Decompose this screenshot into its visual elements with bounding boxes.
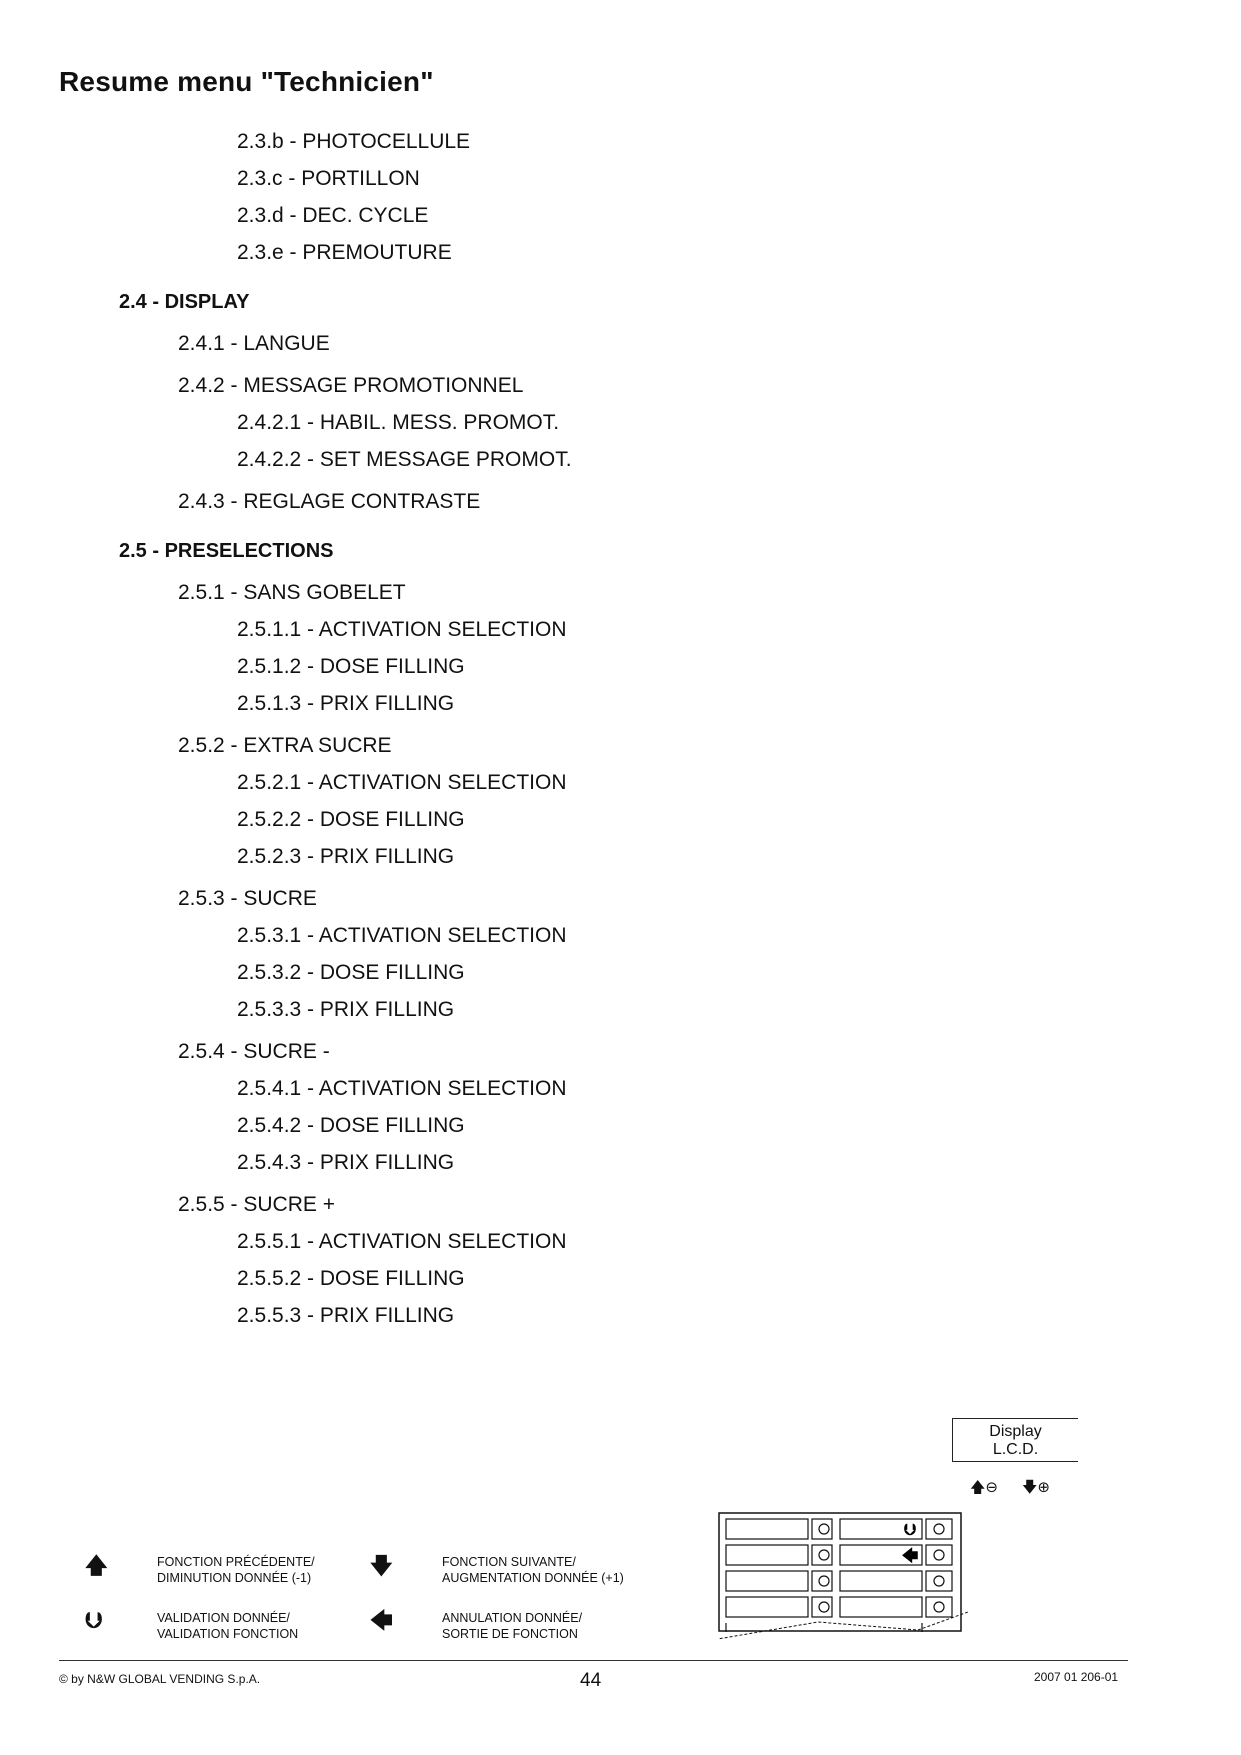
menu-item: 2.5.5 - SUCRE + xyxy=(178,1193,335,1216)
key-led-icon xyxy=(934,1550,944,1560)
enter-arrow-icon: ⮋ xyxy=(903,1520,917,1539)
menu-item: 2.4.3 - REGLAGE CONTRASTE xyxy=(178,490,481,513)
key-led-icon xyxy=(934,1602,944,1612)
menu-item: 2.4.1 - LANGUE xyxy=(178,332,330,355)
key-led-icon xyxy=(934,1576,944,1586)
menu-item: 2.3.d - DEC. CYCLE xyxy=(237,204,429,227)
menu-item: 2.5.1 - SANS GOBELET xyxy=(178,581,406,604)
key-led-icon xyxy=(819,1576,829,1586)
footer-doc-code: 2007 01 206-01 xyxy=(1034,1670,1119,1684)
menu-item: 2.5.1.1 - ACTIVATION SELECTION xyxy=(237,618,567,641)
menu-item: 2.5.2.2 - DOSE FILLING xyxy=(237,808,465,831)
menu-item: 2.5.4 - SUCRE - xyxy=(178,1040,330,1063)
page-title: Resume menu "Technicien" xyxy=(59,66,434,97)
menu-item: 2.5.3.1 - ACTIVATION SELECTION xyxy=(237,924,567,947)
menu-item: 2.5.3.2 - DOSE FILLING xyxy=(237,961,465,984)
footer-copyright: © by N&W GLOBAL VENDING S.p.A. xyxy=(59,1672,261,1686)
keypad-key xyxy=(926,1597,952,1617)
menu-item: 2.5.4.2 - DOSE FILLING xyxy=(237,1114,465,1137)
legend-previous-function: FONCTION PRÉCÉDENTE/ DIMINUTION DONNÉE (-1) xyxy=(157,1555,315,1585)
key-led-icon xyxy=(819,1524,829,1534)
keypad-key xyxy=(926,1545,952,1565)
menu-section-heading: 2.5 - PRESELECTIONS xyxy=(119,540,334,562)
menu-item: 2.5.4.3 - PRIX FILLING xyxy=(237,1151,455,1174)
keypad-key xyxy=(726,1545,808,1565)
menu-item: 2.4.2 - MESSAGE PROMOTIONNEL xyxy=(178,374,524,397)
plus-icon: ⊕ xyxy=(1037,1479,1050,1496)
keypad-key xyxy=(726,1519,808,1539)
keypad-key xyxy=(926,1571,952,1591)
menu-item: 2.5.2.3 - PRIX FILLING xyxy=(237,845,455,868)
up-arrow-icon: 🡅 xyxy=(970,1479,986,1496)
minus-icon: ⊖ xyxy=(985,1479,998,1496)
menu-item: 2.5.5.2 - DOSE FILLING xyxy=(237,1267,465,1290)
keypad-key xyxy=(726,1571,808,1591)
menu-item: 2.5.5.1 - ACTIVATION SELECTION xyxy=(237,1230,567,1253)
back-arrow-icon: 🡄 xyxy=(901,1546,919,1565)
lcd-label-line2: L.C.D. xyxy=(992,1441,1039,1458)
menu-item: 2.5.5.3 - PRIX FILLING xyxy=(237,1304,455,1327)
menu-item: 2.5.2 - EXTRA SUCRE xyxy=(178,734,392,757)
up-arrow-icon: 🡅 xyxy=(85,1553,108,1578)
keypad-key xyxy=(726,1597,808,1617)
menu-item: 2.3.e - PREMOUTURE xyxy=(237,241,452,264)
legend-cancel: ANNULATION DONNÉE/ SORTIE DE FONCTION xyxy=(442,1611,583,1641)
keypad-key xyxy=(840,1597,922,1617)
menu-item: 2.4.2.2 - SET MESSAGE PROMOT. xyxy=(237,448,572,471)
key-led-icon xyxy=(819,1550,829,1560)
legend-validation: VALIDATION DONNÉE/ VALIDATION FONCTION xyxy=(157,1611,299,1641)
down-arrow-icon: 🡇 xyxy=(370,1553,393,1578)
menu-section-heading: 2.4 - DISPLAY xyxy=(119,291,250,313)
menu-item: 2.5.4.1 - ACTIVATION SELECTION xyxy=(237,1077,567,1100)
menu-item: 2.5.3.3 - PRIX FILLING xyxy=(237,998,455,1021)
menu-item: 2.4.2.1 - HABIL. MESS. PROMOT. xyxy=(237,411,560,434)
page-number: 44 xyxy=(580,1670,602,1691)
key-led-icon xyxy=(934,1524,944,1534)
legend-next-function: FONCTION SUIVANTE/ AUGMENTATION DONNÉE (+1) xyxy=(442,1555,624,1585)
enter-arrow-icon: ⮋ xyxy=(85,1608,102,1633)
lcd-minus-indicator xyxy=(970,1480,998,1496)
back-arrow-icon: 🡄 xyxy=(370,1608,393,1633)
menu-item: 2.5.1.2 - DOSE FILLING xyxy=(237,655,465,678)
menu-item: 2.5.1.3 - PRIX FILLING xyxy=(237,692,455,715)
footer-divider xyxy=(59,1660,1128,1661)
keypad-key xyxy=(840,1571,922,1591)
lcd-label-line1: Display xyxy=(989,1423,1042,1440)
menu-item: 2.5.2.1 - ACTIVATION SELECTION xyxy=(237,771,567,794)
menu-item: 2.3.c - PORTILLON xyxy=(237,167,420,190)
lcd-display-label xyxy=(952,1418,1078,1462)
lcd-plus-indicator xyxy=(1022,1480,1050,1496)
keypad-key xyxy=(926,1519,952,1539)
keypad-diagram xyxy=(718,1512,978,1652)
menu-item: 2.5.3 - SUCRE xyxy=(178,887,317,910)
menu-item: 2.3.b - PHOTOCELLULE xyxy=(237,130,471,153)
down-arrow-icon: 🡇 xyxy=(1022,1479,1038,1496)
key-led-icon xyxy=(819,1602,829,1612)
